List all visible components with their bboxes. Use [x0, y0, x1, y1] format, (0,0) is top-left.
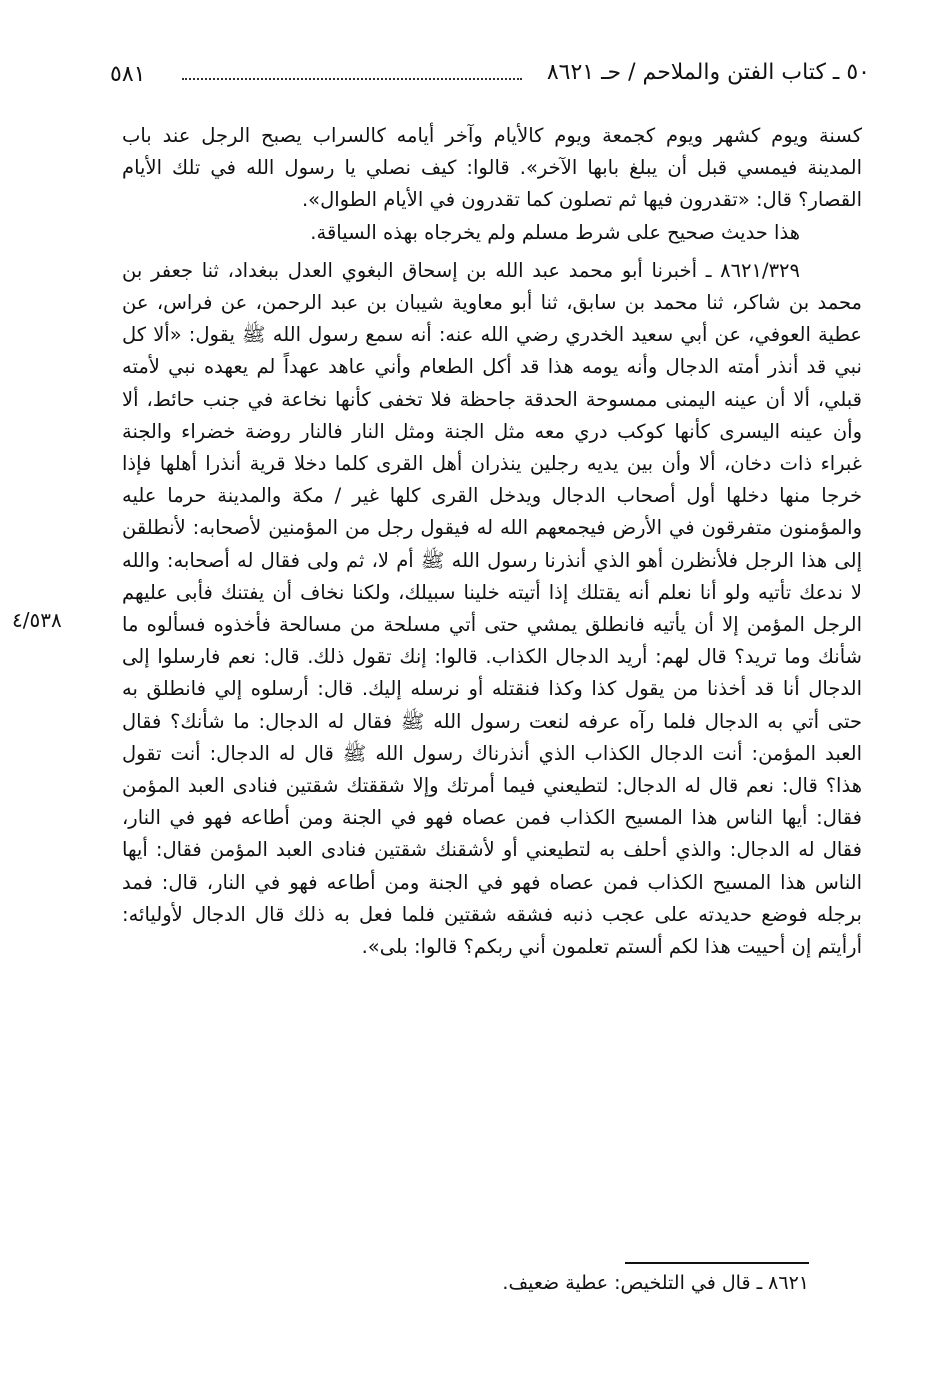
footnote-divider	[625, 1262, 809, 1264]
footnote: ٨٦٢١ ـ قال في التلخيص: عطية ضعيف.	[502, 1272, 809, 1294]
continuation-paragraph: كسنة ويوم كشهر ويوم كجمعة ويوم كالأيام وآخر أيامه كالسراب يصبح الرجل عند باب المدينة فيمسي قبل أن يبلغ بابها الآخر». قالوا: كيف نصلي يا رسول الله في تلك الأيام القصار؟ قال: «تقدرون فيها ثم تصلون كما تقدرون في الأيام الطوال».	[122, 124, 862, 212]
running-header	[110, 60, 870, 96]
hadith-paragraph: ٨٦٢١/٣٢٩ ـ أخبرنا أبو محمد عبد الله بن إسحاق البغوي العدل ببغداد، ثنا جعفر بن محمد بن شاكر، ثنا محمد بن سابق، ثنا أبو معاوية شيبان بن عبد الرحمن، عن فراس، عن عطية العوفي، عن أبي سعيد الخدري رضي الله عنه: أنه سمع رسول الله ﷺ يقول: «ألا كل نبي قد أنذر أمته الدجال وأنه يومه هذا قد أكل الطعام وأني عاهد عهداً لم يعهده نبي لأمته قبلي، ألا أن عينه اليمنى ممسوحة الحدقة جاحظة فلا تخفى كأنها نخاعة في جنب حائط، ألا وأن عينه اليسرى كأنها كوكب دري معه مثل الجنة ومثل النار فالنار روضة خضراء والجنة غبراء ذات دخان، ألا وأن بين يديه رجلين ينذران أهل القرى كلما دخلا قرية أنذرا أهلها فإذا خرجا منها دخلها أول أصحاب الدجال ويدخل القرى كلها غير / مكة والمدينة حرما عليه والمؤمنون متفرقون في الأرض فيجمعهم الله له فيقول رجل من المؤمنين لأصحابه: لأنطلقن إلى هذا الرجل فلأنظرن أهو الذي أنذرنا رسول الله ﷺ أم لا، ثم ولى فقال له أصحابه: والله لا ندعك تأتيه ولو أنا نعلم أنه يقتلك إذا أتيته خلينا سبيلك، ولكنا نخاف أن يفتنك فأبى عليهم الرجل المؤمن إلا أن يأتيه فانطلق يمشي حتى أتي مسلحة من مسالحة فأخذوه فسألوه ما شأنك وما تريد؟ قال لهم: أريد الدجال الكذاب. قالوا: إنك تقول ذلك. قال: نعم فارسلوا إلى الدجال أنا قد أخذنا من يقول كذا وكذا فنقتله أو نرسله إليك. قال: أرسلوه إلي فانطلق به حتى أتي به الدجال فلما رآه عرفه لنعت رسول الله ﷺ فقال له الدجال: ما شأنك؟ فقال العبد المؤمن: أنت الدجال الكذاب الذي أنذرناك رسول الله ﷺ قال له الدجال: أنت تقول هذا؟ قال: نعم قال له الدجال: لتطيعني فيما أمرتك وإلا شققتك شقتين فنادى العبد المؤمن فقال: أيها الناس هذا المسيح الكذاب فمن عصاه فهو في الجنة ومن أطاعه فهو في النار، فقال له الدجال: والذي أحلف به لتطيعني أو لأشقنك شقتين فنادى العبد المؤمن فقال: أيها الناس هذا المسيح الكذاب فمن عصاه فهو في الجنة ومن أطاعه فهو في النار، قال: فمد برجله فوضع حديدته على عجب ذنبه فشقه شقتين فلما فعل به ذلك قال الدجال لأوليائه: أرأيتم إن أحييت هذا لكم ألستم تعلمون أني ربكم؟ قالوا: بلى».	[122, 258, 862, 959]
page-number: ٥٨١	[110, 62, 146, 87]
main-text	[122, 120, 862, 963]
hadith-grading: هذا حديث صحيح على شرط مسلم ولم يخرجاه بهذه السياقة.	[310, 220, 800, 244]
header-dot-leader	[182, 78, 522, 80]
chapter-title: ٥٠ ـ كتاب الفتن والملاحم / حـ ٨٦٢١	[546, 60, 870, 85]
margin-volume-reference: ٤/٥٣٨	[12, 608, 62, 632]
